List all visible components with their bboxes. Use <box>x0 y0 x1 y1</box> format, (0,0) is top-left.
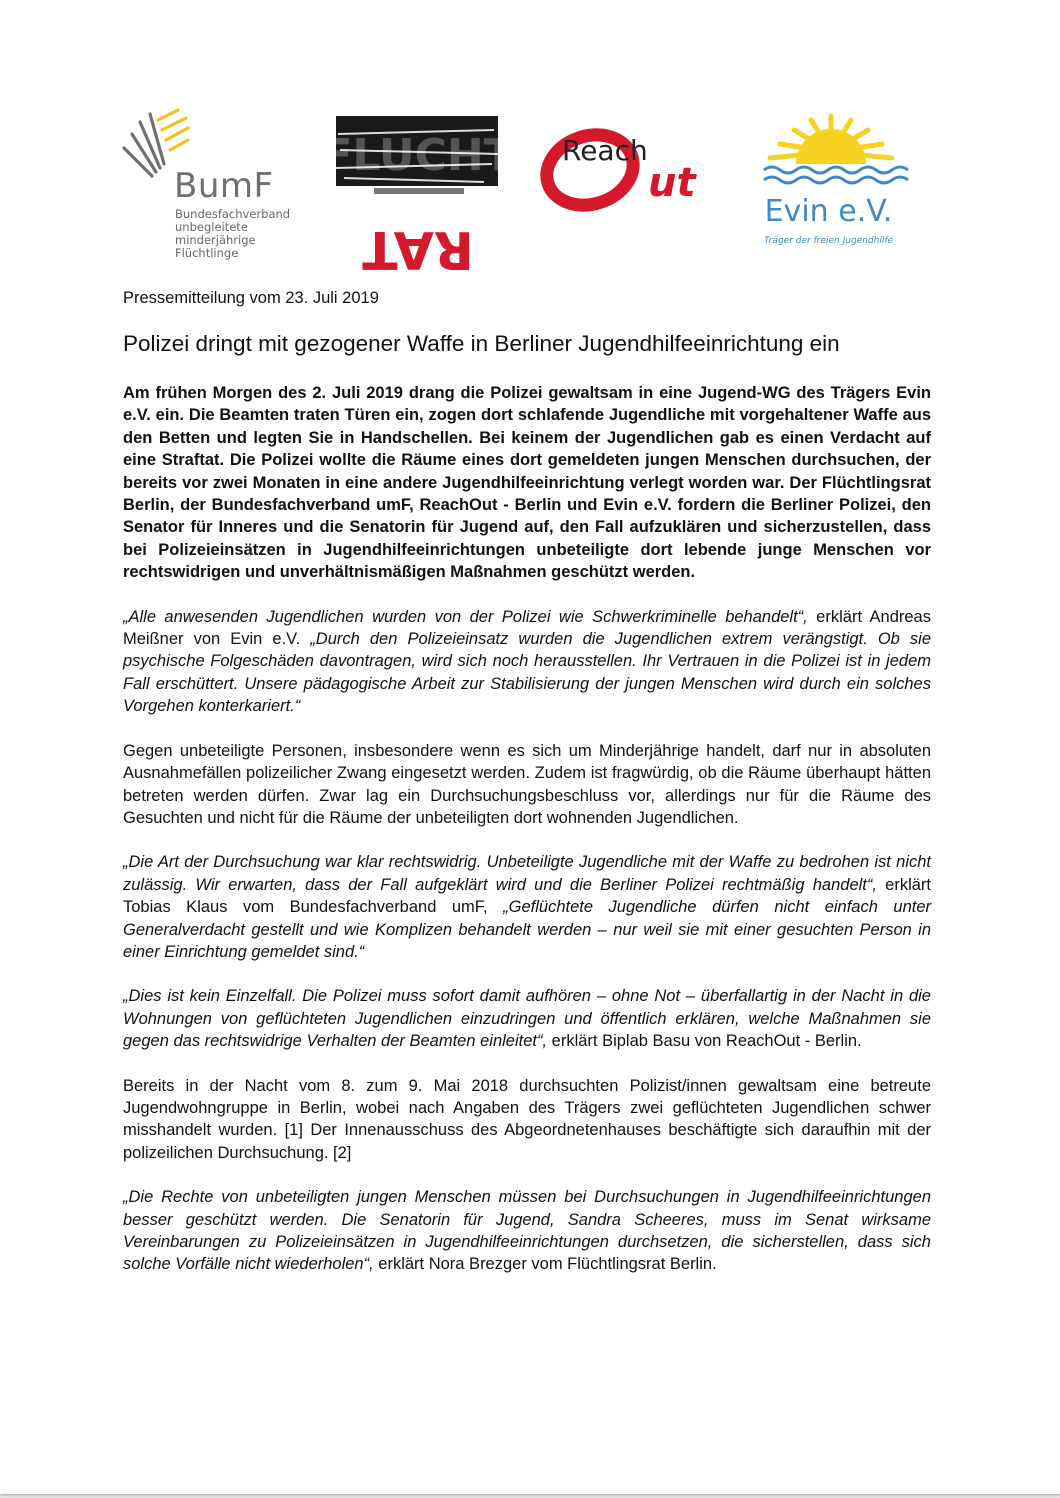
press-release-body <box>123 288 931 1276</box>
paragraph-3 <box>123 851 931 963</box>
attribution: erklärt Biplab Basu von ReachOut - Berlin. <box>547 1032 862 1051</box>
release-date: Pressemitteilung vom 23. Juli 2019 <box>123 289 379 307</box>
attribution: erklärt Andreas Meißner von Evin e.V. <box>123 607 931 649</box>
attribution: erklärt Tobias Klaus vom Bundesfachverband umF, <box>123 875 931 917</box>
paragraph-5: Bereits in der Nacht vom 8. zum 9. Mai 2018 durchsuchten Polizist/innen gewaltsam eine betreute Jugendwohngruppe in Berlin, wobei nach Angaben des Trägers zwei geflüchteten Jugendlichen schwer misshandelt wurden. [1] Der Innenausschuss des Abgeordnetenhauses beschäftigte sich daraufhin mit der polizeilichen Durchsuchung. [2] <box>123 1076 931 1162</box>
paragraph-2: Gegen unbeteiligte Personen, insbesondere wenn es sich um Minderjährige handelt, darf nur in absoluten Ausnahmefällen polizeilicher Zwang eingesetzt werden. Zudem ist fragwürdig, ob die Räume überhaupt hätten betreten werden dürfen. Zwar lag ein Durchsuchungsbeschluss vor, allerdings nur für die Räume des Gesuchten und nicht für die Räume der unbeteiligten dort wohnenden Jugendlichen. <box>123 741 931 827</box>
reachout-emblem-icon <box>540 118 720 213</box>
attribution: erklärt Nora Brezger vom Flüchtlingsrat Berlin. <box>373 1255 717 1274</box>
bumf-name: BumF <box>174 166 274 206</box>
bumf-subtitle: Bundesfachverband unbegleitete minderjährige Flüchtlinge <box>175 207 291 260</box>
fluechtlingsrat-logo <box>322 112 514 279</box>
evin-sun-icon <box>756 112 906 194</box>
quote: „Durch den Polizeieinsatz wurden die Jugendlichen extrem verängstigt. Ob sie psychische Folgeschäden davontragen, wird sich noch herausstellen. Ihr Vertrauen in die Polizei ist in jedem Fall erschüttert. Unsere pädagogische Arbeit zur Stabilisierung der jungen Menschen wird durch ein solches Vorgehen konterkariert.“ <box>123 630 932 716</box>
quote: „Dies ist kein Einzelfall. Die Polizei muss sofort damit aufhören – ohne Not – überfallartig in der Nacht in die Wohnungen von geflüchteten Jugendlichen einzudringen und öffentlich erklären, welche Maßnahmen sie gegen das rechtswidrige Verhalten der Beamten einleitet“, <box>123 987 931 1051</box>
quote: „Die Art der Durchsuchung war klar rechtswidrig. Unbeteiligte Jugendliche mit der Waffe zu bedrohen ist nicht zulässig. Wir erwarten, dass der Fall aufgeklärt wird und die Berliner Polizei rechtmäßig handelt“, <box>123 853 931 894</box>
lead-paragraph: Am frühen Morgen des 2. Juli 2019 drang die Polizei gewaltsam in eine Jugend-WG des Trägers Evin e.V. ein. Die Beamten traten Türen ein, zogen dort schlafende Jugendliche mit vorgehaltener Waffe aus den Betten und legten Sie in Handschellen. Bei keinem der Jugendlichen gab es einen Verdacht auf eine Straftat. Die Polizei wollte die Räume eines dort gemeldeten jungen Menschen durchsuchen, der bereits vor zwei Monaten in eine andere Jugendhilfeeinrichtung verlegt worden war. Der Flüchtlingsrat Berlin, der Bundesfachverband umF, ReachOut - Berlin und Evin e.V. fordern die Berliner Polizei, den Senator für Inneres und die Senatorin für Jugend auf, den Fall aufzuklären und sicherzustellen, dass bei Polizeieinsätzen in Jugendhilfeeinrichtungen unbeteiligte dort lebende junge Menschen vor rechtswidrigen und unverhältnismäßigen Maßnahmen geschützt werden. <box>123 384 931 582</box>
quote: „Geflüchtete Jugendliche dürfen nicht einfach unter Generalverdacht gestellt und wie Komplizen behandelt werden – nur weil sie mit einer gesuchten Person in einer Einrichtung gemeldet sind.“ <box>123 898 932 961</box>
fluechtlingsrat-emblem-icon <box>322 112 514 279</box>
evin-logo <box>756 112 906 258</box>
flucht-word: FLUCHT <box>322 130 514 181</box>
paragraph-4 <box>123 985 931 1052</box>
reachout-logo <box>540 118 720 213</box>
evin-tagline: Träger der freien Jugendhilfe <box>763 236 894 246</box>
rat-word: RAT <box>362 219 474 279</box>
quote: „Alle anwesenden Jugendlichen wurden von der Polizei wie Schwerkriminelle behandelt“, <box>123 607 808 626</box>
quote: „Die Rechte von unbeteiligten jungen Menschen müssen bei Durchsuchungen in Jugendhilfeeinrichtungen besser geschützt werden. Die Senatorin für Jugend, Sandra Scheeres, muss im Senat wirksame Vereinbarungen zu Polizeieinsätzen in Jugendhilfeeinrichtungen durchsetzen, die sicherstellen, dass sich solche Vorfälle nicht wiederholen“, <box>123 1188 931 1274</box>
paragraph-6 <box>123 1186 931 1276</box>
out-word: ut <box>648 160 696 206</box>
paragraph-1 <box>123 606 931 718</box>
headline: Polizei dringt mit gezogener Waffe in Berliner Jugendhilfeeinrichtung ein <box>123 331 840 356</box>
reach-word: Reach <box>562 134 648 167</box>
evin-name: Evin e.V. <box>764 194 893 229</box>
logo-header <box>0 0 1060 280</box>
bumf-logo <box>118 108 308 268</box>
